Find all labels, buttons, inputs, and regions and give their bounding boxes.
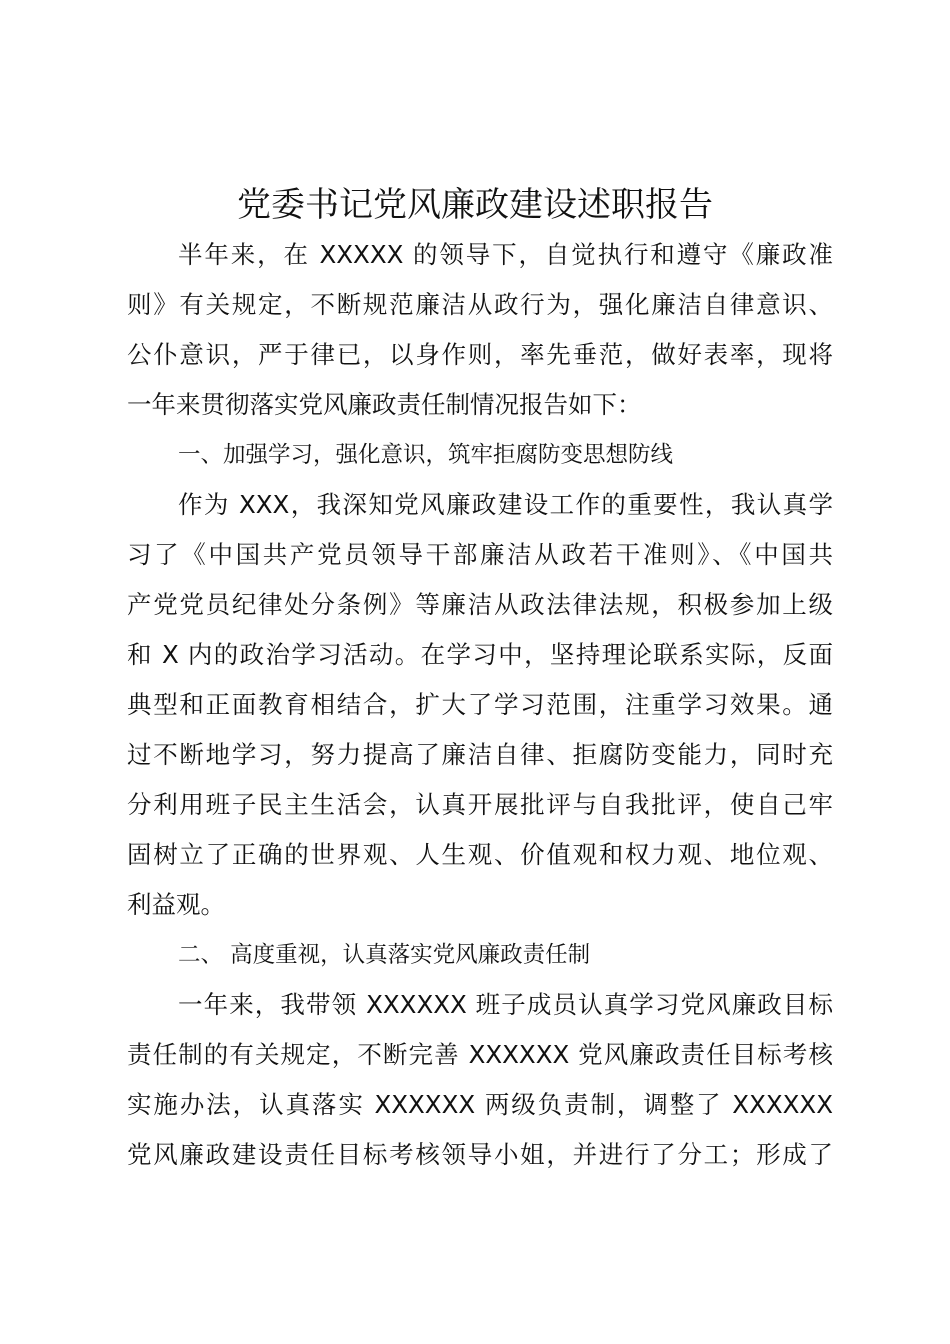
section-heading-2: 二、 高度重视，认真落实党风廉政责任制	[178, 942, 591, 968]
paragraph-line: 分利用班子民主生活会，认真开展批评与自我批评，使自己牢	[127, 790, 833, 819]
paragraph-line: 责任制的有关规定，不断完善 XXXXXX 党风廉政责任目标考核	[127, 1040, 833, 1069]
paragraph-line: 一年来贯彻落实党风廉政责任制情况报告如下：	[127, 390, 642, 419]
paragraph-line: 作为 XXX，我深知党风廉政建设工作的重要性，我认真学	[178, 490, 833, 519]
paragraph-line: 固树立了正确的世界观、人生观、价值观和权力观、地位观、	[127, 840, 833, 869]
section-heading-1: 一、加强学习，强化意识，筑牢拒腐防变思想防线	[178, 442, 674, 468]
paragraph-line: 半年来，在 XXXXX 的领导下，自觉执行和遵守《廉政准	[178, 240, 833, 269]
paragraph-line: 一年来，我带领 XXXXXX 班子成员认真学习党风廉政目标	[178, 990, 833, 1019]
paragraph-line: 过不断地学习，努力提高了廉洁自律、拒腐防变能力，同时充	[127, 740, 833, 769]
document-title: 党委书记党风廉政建设述职报告	[237, 185, 713, 225]
document-body	[127, 230, 833, 1180]
paragraph-line: 和 X 内的政治学习活动。在学习中，坚持理论联系实际，反面	[127, 640, 833, 669]
paragraph-line: 习了《中国共产党员领导干部廉洁从政若干准则》、《中国共	[127, 540, 833, 569]
paragraph-line: 实施办法，认真落实 XXXXXX 两级负责制，调整了 XXXXXX	[127, 1090, 833, 1119]
paragraph-line: 典型和正面教育相结合，扩大了学习范围，注重学习效果。通	[127, 690, 833, 719]
paragraph-line: 党风廉政建设责任目标考核领导小姐，并进行了分工；形成了	[127, 1140, 833, 1169]
paragraph-line: 则》有关规定，不断规范廉洁从政行为，强化廉洁自律意识、	[127, 290, 833, 319]
paragraph-line: 产党党员纪律处分条例》等廉洁从政法律法规，积极参加上级	[127, 590, 833, 619]
paragraph-line: 利益观。	[127, 890, 225, 919]
paragraph-line: 公仆意识，严于律已，以身作则，率先垂范，做好表率，现将	[127, 340, 833, 369]
